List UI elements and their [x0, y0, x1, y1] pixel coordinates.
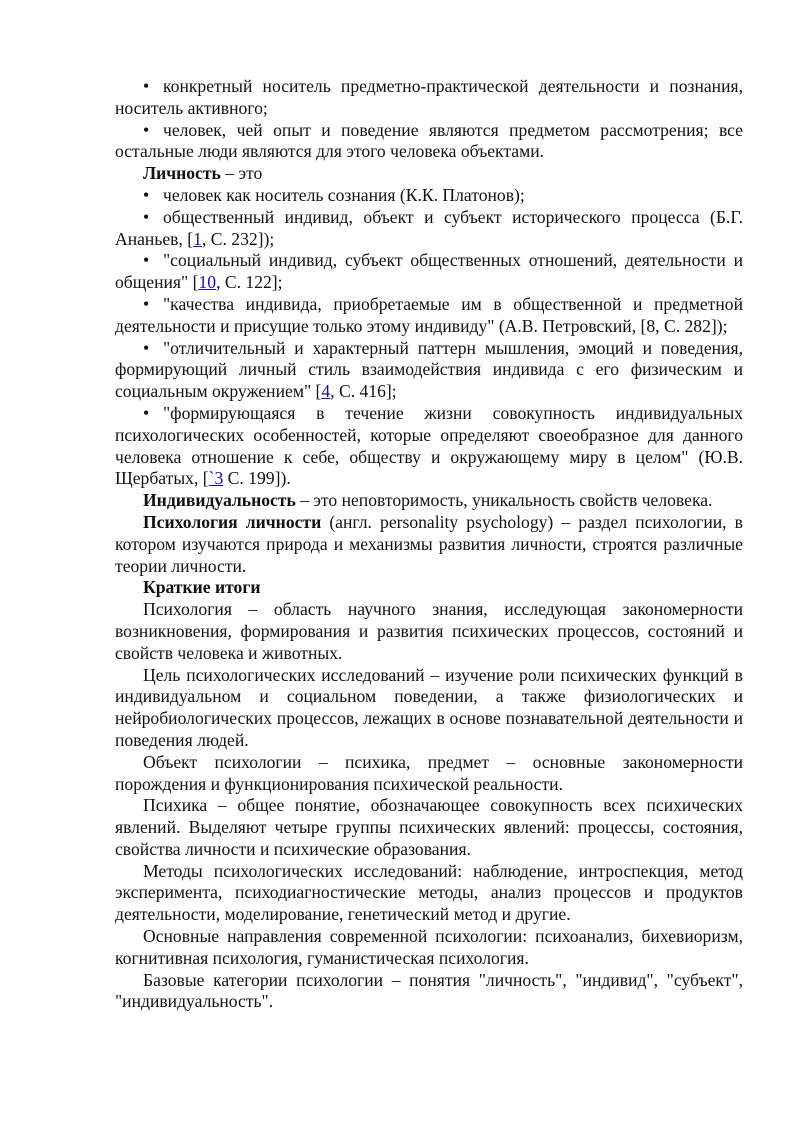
list-item: • общественный индивид, объект и субъект исторического процесса (Б.Г. Ананьев, [1, С. 232]);: [115, 207, 743, 251]
summary-paragraph: Основные направления современной психологии: психоанализ, бихевиоризм, когнитивная психология, гуманистическая психология.: [115, 926, 743, 968]
list-item: • конкретный носитель предметно-практической деятельности и познания, носитель активного;: [115, 76, 743, 120]
reference-link[interactable]: 1: [193, 228, 202, 249]
summary-paragraph: Методы психологических исследований: наблюдение, интроспекция, метод эксперимента, психодиагностические методы, анализ процессов и продуктов деятельности, моделирование, генетический метод и другие.: [115, 860, 743, 925]
definition-paragraph: Психология личности (англ. personality psychology) – раздел психологии, в котором изучаются природа и механизмы развития личности, строятся различные теории личности.: [115, 511, 743, 576]
summary-paragraph: Объект психологии – психика, предмет – основные закономерности порождения и функционирования психической реальности.: [115, 751, 743, 794]
definition-paragraph: Личность – это: [143, 163, 263, 184]
summary-paragraph: Психика – общее понятие, обозначающее совокупность всех психических явлений. Выделяют четыре группы психических явлений: процессы, состояния, свойства личности и психические образования.: [115, 795, 743, 859]
summary-paragraph: Психология – область научного знания, исследующая закономерности возникновения, формирования и развития психических процессов, состояний и свойств человека и животных.: [115, 599, 743, 663]
list-item: • "формирующаяся в течение жизни совокупность индивидуальных психологических особенностей, которые определяют своеобразное для данного человека отношение к себе, обществу и окружающему миру в целом" (Ю.В. Щербатых, [`3 С. 199]).: [115, 403, 743, 490]
definition-paragraph: Индивидуальность – это неповторимость, уникальность свойств человека.: [143, 490, 713, 511]
term: Индивидуальность: [143, 490, 296, 511]
term: Психология личности: [143, 511, 322, 532]
section-heading: Краткие итоги: [143, 577, 261, 598]
summary-paragraph: Цель психологических исследований – изучение роли психических функций в индивидуальном и социальном поведении, а также физиологических и нейробиологических процессов, лежащих в основе познавательной деятельности и поведения людей.: [115, 664, 743, 750]
reference-link[interactable]: 4: [321, 381, 331, 402]
summary-paragraph: Базовые категории психологии – понятия "личность", "индивид", "субъект", "индивидуальность".: [115, 969, 743, 1012]
list-item: • "социальный индивид, субъект общественных отношений, деятельности и общения" [10, С. 122];: [115, 250, 743, 294]
list-item: • человек, чей опыт и поведение являются предметом рассмотрения; все остальные люди являются для этого человека объектами.: [115, 120, 743, 164]
reference-link[interactable]: `3: [208, 468, 224, 489]
list-item: • "качества индивида, приобретаемые им в общественной и предметной деятельности и присущие только этому индивиду" (А.В. Петровский, [8, С. 282]);: [115, 294, 743, 338]
reference-link[interactable]: 10: [198, 272, 217, 293]
list-item: • "отличительный и характерный паттерн мышления, эмоций и поведения, формирующий личный стиль взаимодействия индивида с его физическим и социальным окружением" [4, С. 416];: [115, 338, 743, 403]
list-item: • человек как носитель сознания (К.К. Платонов);: [115, 185, 743, 207]
term: Личность: [143, 163, 221, 184]
